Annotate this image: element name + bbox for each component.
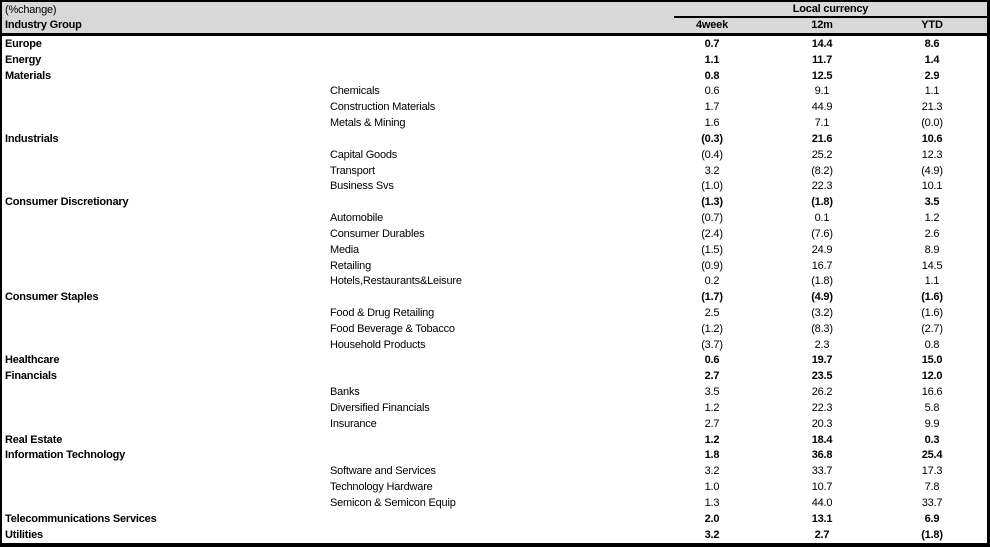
value-ytd: 16.6 bbox=[921, 386, 943, 399]
value-4week: 1.6 bbox=[704, 117, 720, 130]
sub-industry-label: Food Beverage & Tobacco bbox=[330, 322, 455, 335]
table-title: (%change) bbox=[5, 4, 57, 16]
industry-group-label: Energy bbox=[5, 53, 42, 66]
value-12m: 0.1 bbox=[814, 212, 830, 225]
table-row bbox=[2, 178, 987, 194]
industry-group-label: Consumer Staples bbox=[5, 291, 99, 304]
industry-group-label: Materials bbox=[5, 69, 51, 82]
value-12m: 33.7 bbox=[811, 465, 833, 478]
sub-industry-label: Transport bbox=[330, 164, 375, 177]
sub-industry-label: Household Products bbox=[330, 338, 426, 351]
value-12m: 12.5 bbox=[811, 69, 833, 82]
table-row bbox=[2, 321, 987, 337]
value-12m: (8.3) bbox=[811, 322, 833, 335]
value-12m: 22.3 bbox=[811, 180, 833, 193]
value-12m: 10.7 bbox=[811, 481, 833, 494]
value-4week: 1.2 bbox=[704, 433, 720, 446]
value-ytd: 2.6 bbox=[924, 227, 940, 240]
value-12m: 19.7 bbox=[811, 354, 833, 367]
value-4week: 0.6 bbox=[704, 85, 720, 98]
value-ytd: (1.6) bbox=[921, 291, 943, 304]
value-12m: (1.8) bbox=[811, 275, 833, 288]
table-row bbox=[2, 337, 987, 353]
industry-group-label: Real Estate bbox=[5, 433, 63, 446]
table-body bbox=[2, 36, 987, 543]
value-12m: 16.7 bbox=[811, 259, 833, 272]
value-ytd: (2.7) bbox=[921, 322, 943, 335]
header-row-top bbox=[2, 2, 987, 18]
value-ytd: 3.5 bbox=[924, 196, 940, 209]
value-12m: 21.6 bbox=[811, 132, 833, 145]
value-ytd: (0.0) bbox=[921, 117, 943, 130]
industry-group-label: Europe bbox=[5, 37, 42, 50]
column-header-ytd: YTD bbox=[921, 19, 943, 31]
value-ytd: 0.8 bbox=[924, 338, 940, 351]
table-row bbox=[2, 226, 987, 242]
value-ytd: 21.3 bbox=[921, 101, 943, 114]
value-4week: 3.2 bbox=[704, 528, 720, 541]
table-row bbox=[2, 83, 987, 99]
value-4week: 3.2 bbox=[704, 465, 720, 478]
value-ytd: 5.8 bbox=[924, 401, 940, 414]
value-12m: 26.2 bbox=[811, 386, 833, 399]
value-4week: (1.3) bbox=[701, 196, 723, 209]
table-row bbox=[2, 115, 987, 131]
table-row bbox=[2, 448, 987, 464]
value-4week: 2.5 bbox=[704, 306, 720, 319]
value-4week: 1.3 bbox=[704, 496, 720, 509]
table-row bbox=[2, 99, 987, 115]
sub-industry-label: Insurance bbox=[330, 417, 377, 430]
value-12m: 44.0 bbox=[811, 496, 833, 509]
column-header-industry-group: Industry Group bbox=[5, 19, 82, 31]
sub-industry-label: Software and Services bbox=[330, 465, 436, 478]
value-4week: (1.5) bbox=[701, 243, 723, 256]
table-row bbox=[2, 384, 987, 400]
value-ytd: 1.4 bbox=[924, 53, 940, 66]
value-12m: (1.8) bbox=[811, 196, 833, 209]
table-row bbox=[2, 479, 987, 495]
table-row bbox=[2, 194, 987, 210]
value-12m: 7.1 bbox=[814, 117, 830, 130]
table-row bbox=[2, 511, 987, 527]
value-12m: 25.2 bbox=[811, 148, 833, 161]
value-ytd: (1.6) bbox=[921, 306, 943, 319]
value-ytd: 10.1 bbox=[921, 180, 943, 193]
value-12m: 9.1 bbox=[814, 85, 830, 98]
value-ytd: 1.1 bbox=[924, 275, 940, 288]
value-12m: 18.4 bbox=[811, 433, 833, 446]
sub-industry-label: Banks bbox=[330, 386, 360, 399]
sub-industry-label: Technology Hardware bbox=[330, 481, 433, 494]
industry-group-label: Industrials bbox=[5, 132, 59, 145]
value-12m: 36.8 bbox=[811, 449, 833, 462]
value-4week: (3.7) bbox=[701, 338, 723, 351]
sub-industry-label: Capital Goods bbox=[330, 148, 398, 161]
value-ytd: 14.5 bbox=[921, 259, 943, 272]
value-4week: 0.6 bbox=[704, 354, 720, 367]
table-row bbox=[2, 400, 987, 416]
value-12m: 2.7 bbox=[814, 528, 830, 541]
value-12m: 24.9 bbox=[811, 243, 833, 256]
value-ytd: 25.4 bbox=[921, 449, 943, 462]
sub-industry-label: Food & Drug Retailing bbox=[330, 306, 435, 319]
table-row bbox=[2, 305, 987, 321]
table-row bbox=[2, 416, 987, 432]
value-12m: 44.9 bbox=[811, 101, 833, 114]
value-12m: (7.6) bbox=[811, 227, 833, 240]
value-4week: 2.7 bbox=[704, 417, 720, 430]
value-ytd: (1.8) bbox=[921, 528, 943, 541]
value-12m: (3.2) bbox=[811, 306, 833, 319]
table-row bbox=[2, 432, 987, 448]
value-4week: 0.2 bbox=[704, 275, 720, 288]
value-ytd: 33.7 bbox=[921, 496, 943, 509]
value-4week: (1.7) bbox=[701, 291, 723, 304]
industry-group-label: Consumer Discretionary bbox=[5, 196, 129, 209]
table-row bbox=[2, 147, 987, 163]
sub-industry-label: Retailing bbox=[330, 259, 372, 272]
sub-industry-label: Diversified Financials bbox=[330, 401, 430, 414]
sub-industry-label: Business Svs bbox=[330, 180, 394, 193]
table-row bbox=[2, 210, 987, 226]
sub-industry-label: Hotels,Restaurants&Leisure bbox=[330, 275, 462, 288]
group-header-local-currency: Local currency bbox=[674, 2, 987, 18]
value-ytd: 17.3 bbox=[921, 465, 943, 478]
table-header bbox=[2, 2, 987, 36]
value-4week: 3.2 bbox=[704, 164, 720, 177]
table-row bbox=[2, 131, 987, 147]
value-4week: (2.4) bbox=[701, 227, 723, 240]
value-4week: 1.7 bbox=[704, 101, 720, 114]
sub-industry-label: Media bbox=[330, 243, 359, 256]
value-4week: (0.4) bbox=[701, 148, 723, 161]
sub-industry-label: Automobile bbox=[330, 212, 384, 225]
value-4week: 0.7 bbox=[704, 37, 720, 50]
value-ytd: 1.2 bbox=[924, 212, 940, 225]
table-row bbox=[2, 273, 987, 289]
value-ytd: 6.9 bbox=[924, 512, 940, 525]
value-ytd: 10.6 bbox=[921, 132, 943, 145]
column-header-4week: 4week bbox=[695, 19, 729, 31]
value-ytd: 8.6 bbox=[924, 37, 940, 50]
value-12m: 14.4 bbox=[811, 37, 833, 50]
value-ytd: 8.9 bbox=[924, 243, 940, 256]
value-4week: 2.0 bbox=[704, 512, 720, 525]
value-ytd: 2.9 bbox=[924, 69, 940, 82]
value-4week: 2.7 bbox=[704, 370, 720, 383]
table-row bbox=[2, 463, 987, 479]
value-12m: 11.7 bbox=[811, 53, 832, 66]
value-12m: (8.2) bbox=[811, 164, 833, 177]
value-12m: 20.3 bbox=[811, 417, 833, 430]
sub-industry-label: Construction Materials bbox=[330, 101, 436, 114]
value-4week: (1.2) bbox=[701, 322, 723, 335]
value-12m: (4.9) bbox=[811, 291, 833, 304]
value-4week: (0.9) bbox=[701, 259, 723, 272]
table-row bbox=[2, 289, 987, 305]
value-4week: 1.0 bbox=[704, 481, 720, 494]
value-ytd: 12.3 bbox=[921, 148, 943, 161]
value-12m: 2.3 bbox=[814, 338, 830, 351]
value-4week: 1.8 bbox=[704, 449, 720, 462]
value-ytd: 7.8 bbox=[924, 481, 940, 494]
value-12m: 22.3 bbox=[811, 401, 833, 414]
industry-group-label: Utilities bbox=[5, 528, 43, 541]
table-row bbox=[2, 242, 987, 258]
table-row bbox=[2, 258, 987, 274]
industry-group-label: Healthcare bbox=[5, 354, 60, 367]
industry-group-label: Information Technology bbox=[5, 449, 126, 462]
industry-group-label: Financials bbox=[5, 370, 57, 383]
table-row bbox=[2, 52, 987, 68]
sub-industry-label: Chemicals bbox=[330, 85, 380, 98]
table-row bbox=[2, 163, 987, 179]
sub-industry-label: Metals & Mining bbox=[330, 117, 406, 130]
value-4week: (0.7) bbox=[701, 212, 723, 225]
table-row bbox=[2, 527, 987, 543]
value-ytd: 0.3 bbox=[924, 433, 940, 446]
table-row bbox=[2, 68, 987, 84]
value-ytd: 15.0 bbox=[921, 354, 943, 367]
value-ytd: 12.0 bbox=[921, 370, 943, 383]
value-12m: 13.1 bbox=[811, 512, 833, 525]
sub-industry-label: Consumer Durables bbox=[330, 227, 425, 240]
value-4week: 1.2 bbox=[704, 401, 720, 414]
value-12m: 23.5 bbox=[811, 370, 833, 383]
value-ytd: 1.1 bbox=[924, 85, 940, 98]
table-row bbox=[2, 353, 987, 369]
header-row-columns bbox=[2, 18, 987, 33]
industry-group-label: Telecommunications Services bbox=[5, 512, 157, 525]
value-4week: (0.3) bbox=[701, 132, 723, 145]
value-ytd: 9.9 bbox=[924, 417, 940, 430]
table-row bbox=[2, 368, 987, 384]
value-4week: 3.5 bbox=[704, 386, 720, 399]
value-4week: (1.0) bbox=[701, 180, 723, 193]
table-row bbox=[2, 495, 987, 511]
value-ytd: (4.9) bbox=[921, 164, 943, 177]
value-4week: 0.8 bbox=[704, 69, 720, 82]
value-4week: 1.1 bbox=[704, 53, 720, 66]
column-header-12m: 12m bbox=[811, 19, 833, 31]
sub-industry-label: Semicon & Semicon Equip bbox=[330, 496, 456, 509]
table-row bbox=[2, 36, 987, 52]
